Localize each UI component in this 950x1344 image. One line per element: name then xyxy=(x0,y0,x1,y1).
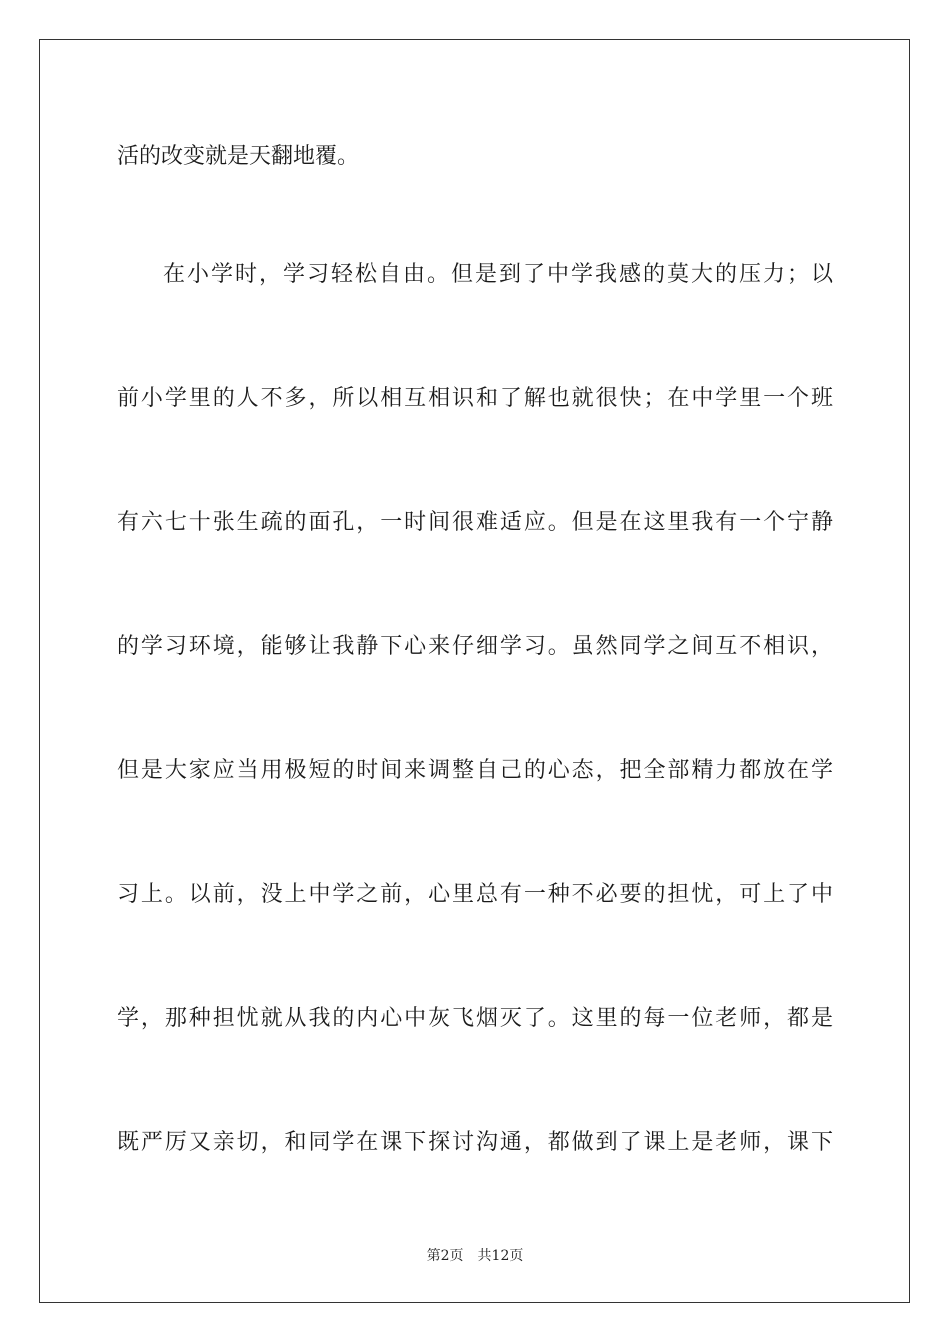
page-border xyxy=(39,39,910,1303)
text-line-8: 学，那种担忧就从我的内心中灰飞烟灭了。这里的每一位老师，都是 xyxy=(117,1006,833,1031)
text-line-1: 活的改变就是天翻地覆。 xyxy=(117,144,360,169)
text-line-9: 既严厉又亲切，和同学在课下探讨沟通，都做到了课上是老师，课下 xyxy=(117,1130,833,1155)
text-line-3: 前小学里的人不多，所以相互相识和了解也就很快；在中学里一个班 xyxy=(117,386,833,411)
text-line-2: 在小学时，学习轻松自由。但是到了中学我感的莫大的压力；以 xyxy=(163,262,833,287)
text-line-5: 的学习环境，能够让我静下心来仔细学习。虽然同学之间互不相识， xyxy=(117,634,833,659)
text-line-7: 习上。以前，没上中学之前，心里总有一种不必要的担忧，可上了中 xyxy=(117,882,833,907)
page-number-footer: 第2页 共12页 xyxy=(426,1248,524,1264)
text-line-4: 有六七十张生疏的面孔，一时间很难适应。但是在这里我有一个宁静 xyxy=(117,510,833,535)
text-line-6: 但是大家应当用极短的时间来调整自己的心态，把全部精力都放在学 xyxy=(117,758,833,783)
